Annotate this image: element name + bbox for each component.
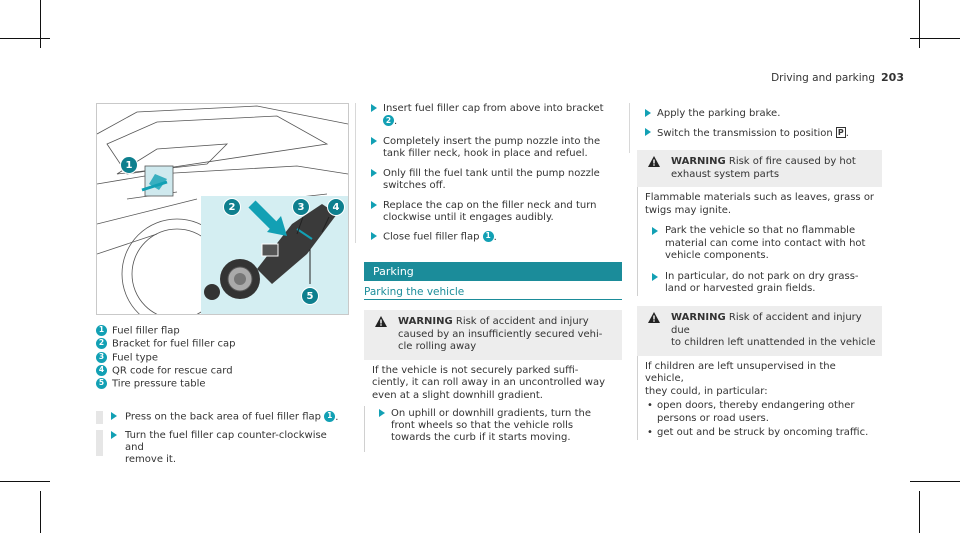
callout-1: 1	[120, 156, 138, 174]
warning-label: WARNING	[671, 156, 726, 167]
legend-text: Fuel type	[112, 352, 158, 364]
step-text: switches off.	[383, 180, 446, 192]
step-end: .	[394, 115, 398, 127]
warning-text: cle rolling away	[398, 341, 477, 352]
instruction-step	[96, 430, 346, 466]
step-text: In particular, do not park on dry grass-	[665, 270, 859, 282]
step-text: On uphill or downhill gradients, turn the	[391, 408, 591, 419]
warning-header	[364, 310, 622, 360]
warning-body	[637, 356, 882, 440]
legend-text: Fuel filler flap	[112, 325, 180, 337]
step-text: tank filler neck, hook in place and refuel.	[383, 148, 588, 160]
warning-step	[645, 217, 876, 263]
warning-triangle-icon	[648, 156, 660, 167]
warning-box	[637, 150, 882, 296]
step-bar	[96, 430, 103, 456]
legend-text: QR code for rescue card	[112, 365, 233, 377]
step-text: Apply the parking brake.	[657, 108, 781, 119]
legend-number: 4	[96, 365, 107, 376]
step-arrow-icon	[645, 109, 651, 117]
warning-box	[637, 306, 882, 440]
step-text: material can come into contact with hot	[665, 237, 866, 249]
step-arrow-icon	[371, 104, 377, 112]
step-text: Completely insert the pump nozzle into the	[383, 136, 601, 147]
section-heading: Parking	[364, 262, 622, 281]
callout-4: 4	[327, 198, 345, 216]
warning-header	[637, 150, 882, 187]
step-text: Press on the back area of fuel filler flap	[125, 411, 322, 423]
warning-label: WARNING	[671, 312, 726, 323]
legend-number: 1	[96, 325, 107, 336]
step-end: .	[845, 128, 849, 139]
warning-body-text: If children are left unsupervised in the vehicle,	[645, 360, 836, 384]
instruction-step	[630, 108, 880, 121]
bullet-text: • get out and be struck by oncoming traffic.	[657, 427, 869, 438]
page-number: 203	[881, 71, 904, 84]
instruction-step	[630, 127, 880, 140]
instruction-step	[356, 136, 616, 162]
step-arrow-icon	[652, 273, 658, 281]
warning-text: exhaust system parts	[671, 168, 780, 180]
bullet-text: persons or road users.	[657, 412, 769, 424]
step-arrow-icon	[111, 431, 117, 439]
step-text: remove it.	[125, 454, 177, 466]
step-bar	[96, 411, 103, 424]
warning-text: to children left unattended in the vehicle	[671, 337, 876, 348]
warning-header	[637, 306, 882, 356]
warning-body	[364, 360, 622, 403]
step-end: .	[335, 411, 339, 423]
crop-mark	[0, 38, 50, 39]
warning-box	[364, 310, 622, 402]
step-text: Park the vehicle so that no flammable	[665, 225, 856, 236]
figure-legend	[96, 325, 235, 391]
instruction-step	[356, 231, 616, 244]
warning-body-text: twigs may ignite.	[645, 204, 732, 216]
instruction-step	[356, 168, 616, 194]
crop-mark	[0, 481, 50, 482]
running-header: Driving and parking	[771, 72, 875, 84]
warning-label: WARNING	[398, 316, 453, 327]
step-arrow-icon	[371, 137, 377, 145]
step-end: .	[493, 231, 497, 243]
subsection-heading: Parking the vehicle	[364, 286, 622, 300]
instruction-step	[96, 411, 346, 424]
legend-text: Tire pressure table	[112, 378, 206, 390]
warning-body-text: ciently, it can roll away in an uncontrolled way	[372, 377, 605, 388]
step-text: land or harvested grain fields.	[665, 283, 816, 294]
step-text: clockwise until it engages audibly.	[383, 212, 554, 224]
step-text: Insert fuel filler cap from above into bracket	[383, 103, 604, 114]
instruction-step	[356, 103, 616, 131]
step-text: front wheels so that the vehicle rolls	[391, 420, 574, 432]
step-text: Close fuel filler flap	[383, 231, 480, 243]
bullet-item	[645, 427, 876, 440]
step-text: towards the curb if it starts moving.	[391, 432, 571, 444]
warning-text: Risk of accident and injury due	[671, 312, 862, 336]
crop-mark	[910, 38, 960, 39]
legend-item	[96, 325, 235, 338]
warning-triangle-icon	[648, 312, 660, 323]
step-arrow-icon	[379, 409, 385, 417]
step-arrow-icon	[645, 128, 651, 136]
warning-body-text: If the vehicle is not securely parked suffi-	[372, 364, 579, 376]
crop-mark	[919, 0, 920, 48]
legend-number: 2	[96, 338, 107, 349]
step-arrow-icon	[652, 227, 658, 235]
callout-2: 2	[223, 198, 241, 216]
step-text: Switch the transmission to position	[657, 128, 833, 139]
warning-text: caused by an insufficiently secured vehi-	[398, 328, 603, 340]
bullet-item	[645, 400, 876, 425]
step-text: Replace the cap on the filler neck and turn	[383, 200, 597, 211]
legend-item	[96, 365, 235, 378]
legend-number: 5	[96, 378, 107, 389]
warning-body-text: even at a slight downhill gradient.	[372, 389, 543, 401]
crop-mark	[910, 481, 960, 482]
park-position-icon: P	[837, 128, 844, 137]
callout-ref: 1	[324, 411, 335, 422]
warning-text: Risk of fire caused by hot	[728, 156, 856, 167]
warning-step	[645, 263, 876, 296]
legend-number: 3	[96, 352, 107, 363]
legend-text: Bracket for fuel filler cap	[112, 338, 236, 350]
step-arrow-icon	[371, 169, 377, 177]
callout-ref: 2	[383, 115, 394, 126]
fuel-filler-figure	[96, 103, 349, 315]
crop-mark	[40, 0, 41, 48]
callout-ref: 1	[483, 231, 494, 242]
warning-body-text: they could, in particular:	[645, 385, 768, 397]
step-text: Only fill the fuel tank until the pump nozzle	[383, 168, 600, 179]
step-arrow-icon	[371, 201, 377, 209]
crop-mark	[919, 491, 920, 533]
instruction-step	[356, 200, 616, 226]
step-text: Turn the fuel filler cap counter-clockwise and	[125, 430, 327, 454]
callout-3: 3	[292, 198, 310, 216]
warning-body	[637, 187, 882, 296]
warning-body-text: Flammable materials such as leaves, grass or	[645, 192, 875, 203]
step-arrow-icon	[371, 232, 377, 240]
bullet-text: • open doors, thereby endangering other	[657, 400, 855, 411]
warning-triangle-icon	[375, 316, 387, 327]
legend-item	[96, 378, 235, 391]
crop-mark	[40, 491, 41, 533]
legend-item	[96, 338, 235, 351]
callout-5: 5	[301, 287, 319, 305]
legend-item	[96, 352, 235, 365]
step-bar	[364, 406, 365, 452]
step-arrow-icon	[111, 412, 117, 420]
instruction-step	[364, 406, 622, 452]
warning-text: Risk of accident and injury	[455, 316, 589, 327]
step-text: vehicle components.	[665, 250, 769, 261]
